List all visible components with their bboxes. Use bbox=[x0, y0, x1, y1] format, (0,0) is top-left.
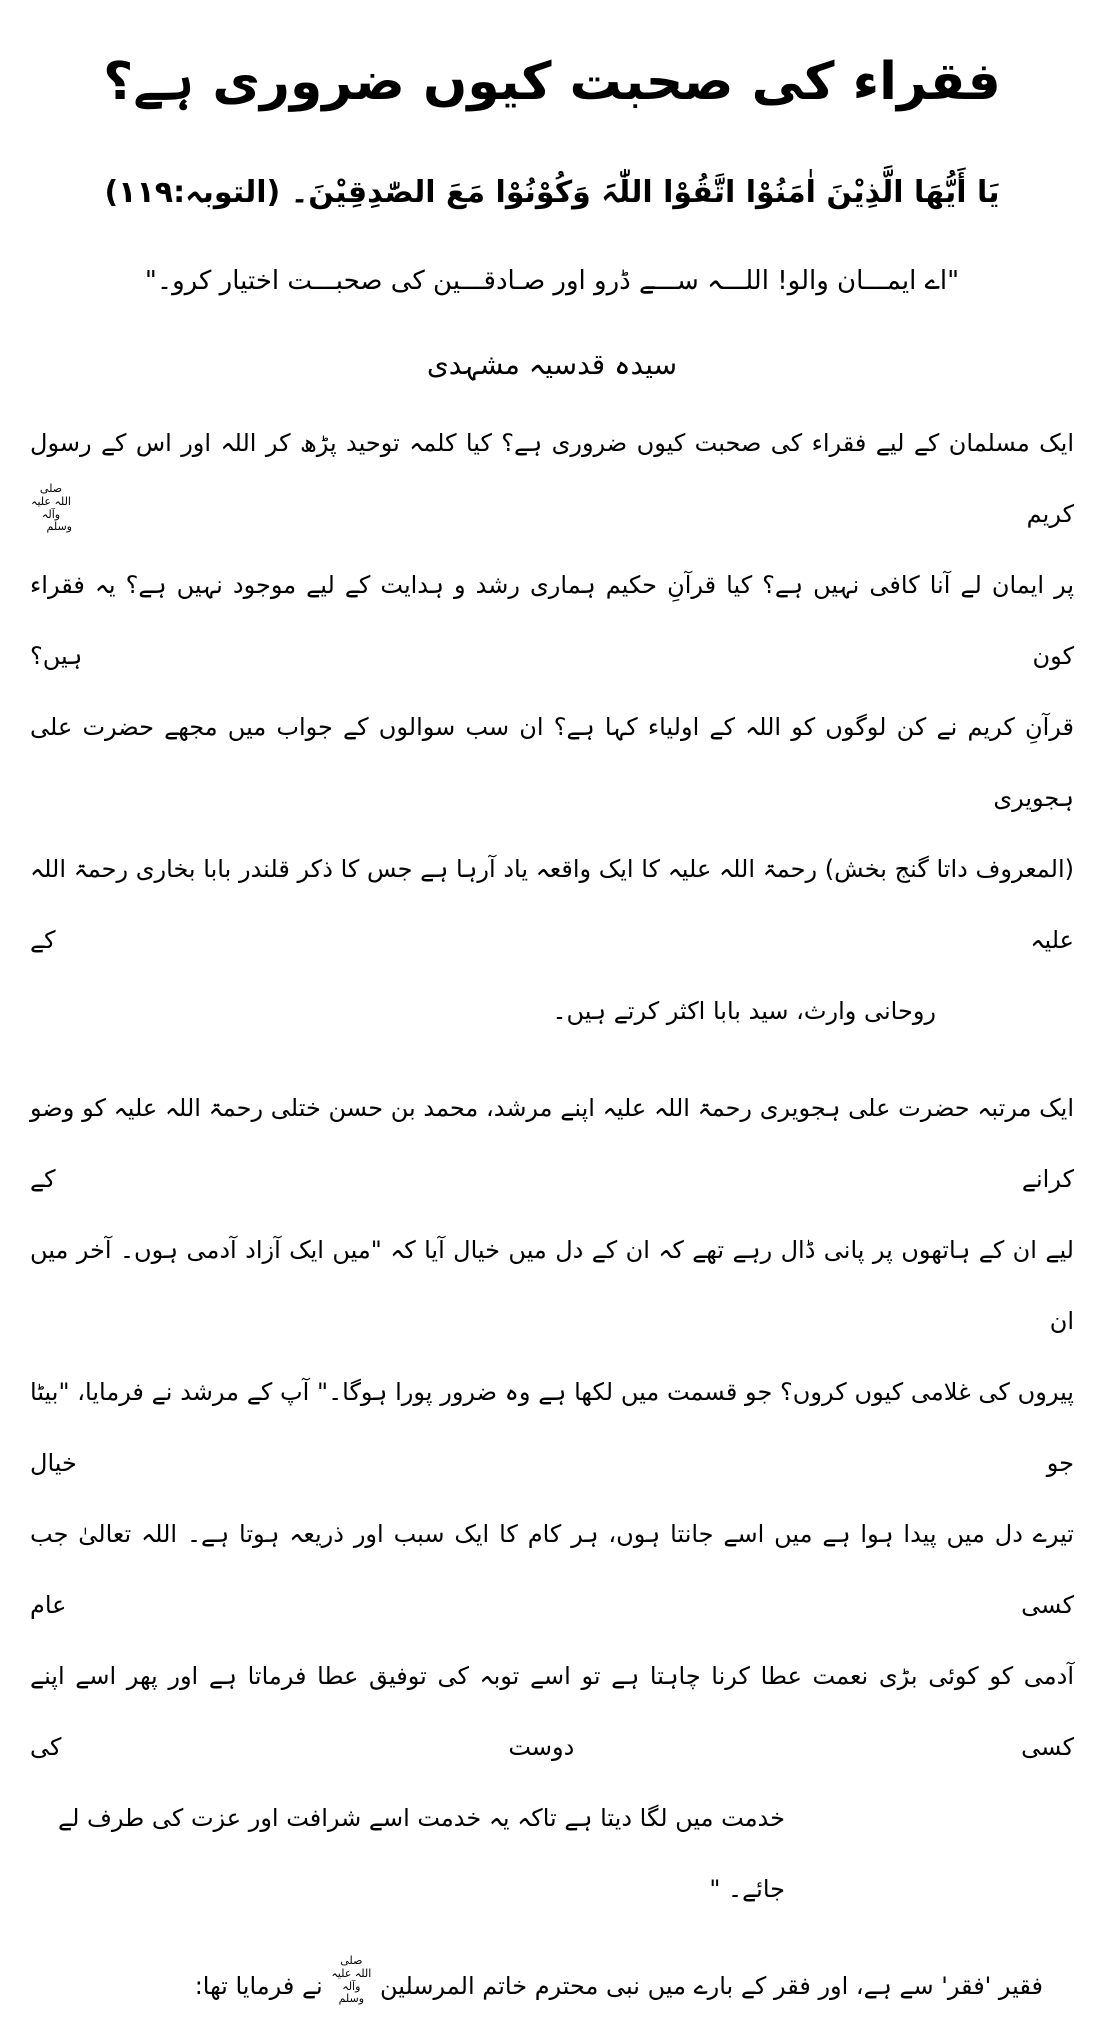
text-line bbox=[30, 1073, 1074, 1215]
paragraph-3 bbox=[30, 1951, 1074, 2022]
text-segment: آدمی کو کوئی بڑی نعمت عطا کرنا چاہتا ہے تو اسے توبہ کی توفیق عطا فرماتا ہے اور پھر اسے اپنے کسی دوست کی bbox=[30, 1662, 1074, 1762]
honorific-sallallahu-alayhi-wasallam: صلی اللہ علیہ وآلہ وسلم bbox=[331, 1954, 372, 2006]
text-line bbox=[30, 1951, 1074, 2022]
text-segment: لیے ان کے ہاتھوں پر پانی ڈال رہے تھے کہ ان کے دل میں خیال آیا کہ "میں ایک آزاد آدمی ہوں۔ آخر میں ان bbox=[30, 1236, 1074, 1336]
text-line bbox=[30, 1357, 1074, 1499]
text-line bbox=[30, 1641, 1074, 1783]
text-segment: ایک مرتبہ حضرت علی ہجویری رحمۃ اللہ علیہ اپنے مرشد، محمد بن حسن ختلی رحمۃ اللہ علیہ کو وضو کرانے کے bbox=[30, 1094, 1074, 1194]
text-line bbox=[30, 1215, 1074, 1357]
text-segment: (المعروف داتا گنج بخش) رحمۃ اللہ علیہ کا ایک واقعہ یاد آرہا ہے جس کا ذکر قلندر بابا بخاری رحمۃ اللہ علیہ کے bbox=[30, 855, 1074, 955]
quran-verse: یَا أَیُّھَا الَّذِیْنَ اٰمَنُوْا اتَّقُوْا اللّٰہَ وَکُوْنُوْا مَعَ الصّٰدِقِیْنَ۔ (التوبہ:۱۱۹) bbox=[104, 174, 1000, 210]
article-body bbox=[30, 408, 1074, 2022]
paragraph-2 bbox=[30, 1073, 1074, 1925]
page-title: فقراء کی صحبت کیوں ضروری ہے؟ bbox=[103, 52, 1001, 112]
text-segment: تیرے دل میں پیدا ہوا ہے میں اسے جانتا ہوں، ہر کام کا ایک سبب اور ذریعہ ہوتا ہے۔ اللہ تعالیٰ جب کسی عام bbox=[30, 1520, 1074, 1620]
verse-translation: "اے ایمـــان والو! اللـــہ ســـے ڈرو اور صـادقـــین کی صحبـــت اختیار کرو۔" bbox=[144, 265, 960, 296]
text-segment: ایک مسلمان کے لیے فقراء کی صحبت کیوں ضروری ہے؟ کیا کلمہ توحید پڑھ کر اللہ اور اس کے رسول کریم bbox=[30, 429, 1074, 529]
text-segment: پر ایمان لے آنا کافی نہیں ہے؟ کیا قرآنِ حکیم ہماری رشد و ہدایت کے لیے موجود نہیں ہے؟ یہ فقراء کون ہیں؟ bbox=[30, 571, 1074, 671]
text-segment: قرآنِ کریم نے کن لوگوں کو اللہ کے اولیاء کہا ہے؟ ان سب سوالوں کے جواب میں مجھے حضرت علی ہجویری bbox=[30, 713, 1074, 813]
text-line bbox=[30, 692, 1074, 834]
text-segment: خدمت میں لگا دیتا ہے تاکہ یہ خدمت اسے شرافت اور عزت کی طرف لے جائے۔ " bbox=[58, 1804, 785, 1904]
text-segment: فقیر 'فقر' سے ہے، اور فقر کے بارے میں نبی محترم خاتم المرسلین bbox=[372, 1972, 1043, 2001]
text-line bbox=[30, 834, 1074, 976]
text-segment: روحانی وارث، سید بابا اکثر کرتے ہیں۔ bbox=[552, 997, 936, 1026]
text-segment: نے فرمایا تھا: bbox=[194, 1972, 331, 2001]
text-line bbox=[30, 1499, 1074, 1641]
text-line bbox=[30, 1783, 1074, 1925]
text-line bbox=[30, 550, 1074, 692]
text-segment: پیروں کی غلامی کیوں کروں؟ جو قسمت میں لکھا ہے وہ ضرور پورا ہوگا۔" آپ کے مرشد نے فرمایا، "بیٹا جو خیال bbox=[30, 1378, 1074, 1478]
paragraph-1 bbox=[30, 408, 1074, 1047]
text-line bbox=[30, 408, 1074, 550]
author-name: سیدہ قدسیہ مشہدی bbox=[426, 348, 678, 382]
honorific-sallallahu-alayhi-wasallam: صلی اللہ علیہ وآلہ وسلم bbox=[31, 482, 72, 534]
text-line bbox=[30, 976, 1074, 1047]
